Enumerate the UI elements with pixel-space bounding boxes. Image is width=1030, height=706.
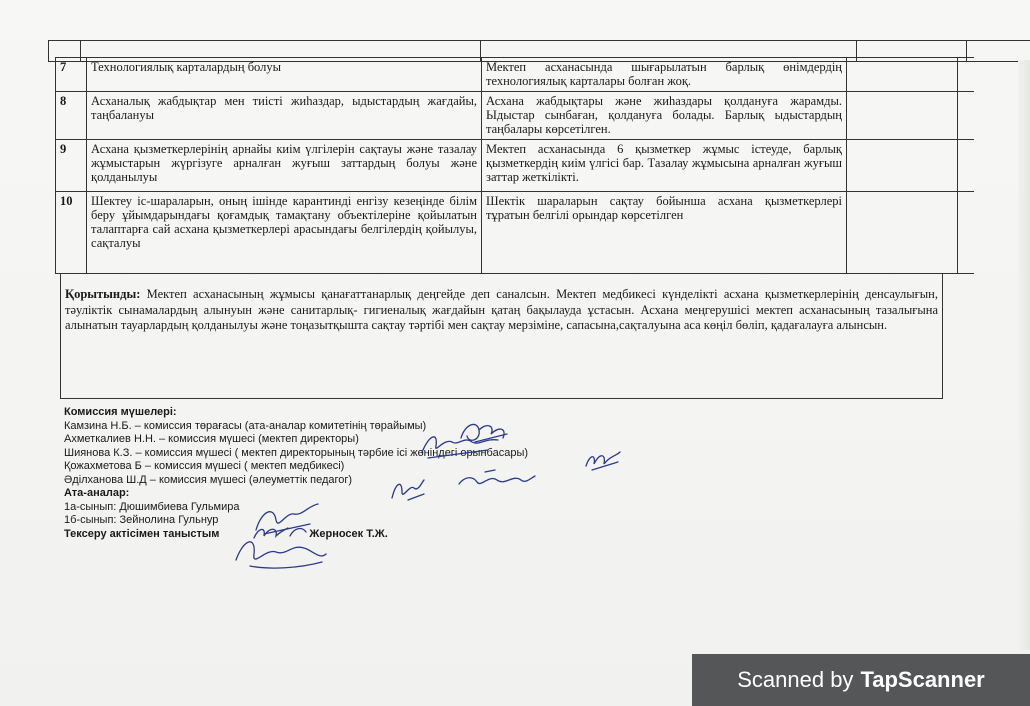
commission-member: Ахметкалиев Н.Н. – комиссия мүшесі (мектеп директоры)	[64, 433, 359, 445]
table-row	[56, 140, 975, 192]
result-cell: Шектік шараларын сақтау бойынша асхана қызметкерлері тұратын белгілі орындар көрсетілген	[482, 192, 847, 274]
table-row	[56, 58, 975, 92]
conclusion-box	[60, 273, 943, 399]
result-cell: Асхана жабдықтары және жиһаздары қолдануға жарамды. Ыдыстар сынбаған, қолдануға болады. Барлық ыдыстардың таңбалары көрсетілген.	[482, 92, 847, 140]
row-number: 8	[56, 92, 87, 140]
conclusion-label: Қорытынды:	[65, 287, 141, 301]
row-number: 7	[56, 58, 87, 92]
criterion-cell: Технологиялық карталардың болуы	[87, 58, 482, 92]
row-number: 10	[56, 192, 87, 274]
conclusion-text: Мектеп асханасының жұмысы қанағаттанарлық деңгейде деп саналсын. Мектеп медбикесі күнделікті асхана қызметкерлерінің денсаулығын, тәуліктік сынамалардың алынуын және санитарлық- гигиеналық жағдайын қатаң бақылауда ұстасын. Асхана меңгерушісі мектеп асханасының тазалығына алынатын тауарлардың қолданылуы және тоңазытқышта сақтау тәртібі мен сақтау мерзіміне, сапасына,сақталуына аса көңіл бөліп, қадағалауға алынсын.	[65, 287, 938, 332]
empty-cell	[847, 92, 958, 140]
commission-member: Камзина Н.Б. – комиссия төрағасы (ата-аналар комитетінің төрайымы)	[64, 419, 427, 432]
acquainted-line	[64, 528, 684, 542]
empty-cell	[847, 192, 958, 274]
empty-cell	[958, 92, 975, 140]
acquainted-name: Жерносек Т.Ж.	[309, 527, 388, 540]
empty-cell	[958, 192, 975, 274]
parents-heading: Ата-аналар:	[64, 487, 130, 499]
row-number: 9	[56, 140, 87, 192]
inspection-table	[55, 57, 974, 274]
empty-cell	[958, 140, 975, 192]
commission-member: Шиянова К.З. – комиссия мүшесі ( мектеп директорының тәрбие ісі жөніндегі орынбасары)	[64, 446, 529, 459]
criterion-cell: Шектеу іс-шараларын, оның ішінде карантинді енгізу кезеңінде білім беру ұйымдарындағы қоғамдық тамақтану объектілеріне қойылатын талаптарға сай асхана қызметкерлері арасындағы белгілердің қойылуы, сақталуы	[87, 192, 482, 274]
watermark-prefix: Scanned by	[737, 667, 854, 692]
criterion-cell: Асхана қызметкерлерінің арнайы киім үлгілерін сақтауы және тазалау жұмыстарын жүргізуге арналған жуғыш заттардың болуы және қолданылуы	[87, 140, 482, 192]
commission-member: Қожахметова Б – комиссия мүшесі ( мектеп медбикесі)	[64, 460, 345, 472]
watermark-brand: TapScanner	[860, 667, 985, 692]
empty-cell	[958, 58, 975, 92]
page-edge	[1018, 60, 1030, 650]
parent-entry: 1а-сынып: Дюшимбиева Гульмира	[64, 500, 240, 513]
table-row	[56, 192, 975, 274]
commission-heading: Комиссия мүшелері:	[64, 406, 177, 418]
parent-entry: 1б-сынып: Зейнолина Гульнур	[64, 514, 219, 526]
criterion-cell: Асханалық жабдықтар мен тиісті жиһаздар, ыдыстардың жағдайы, таңбалануы	[87, 92, 482, 140]
table-row	[56, 92, 975, 140]
acquainted-label: Тексеру актісімен таныстым	[64, 527, 220, 540]
empty-cell	[847, 58, 958, 92]
result-cell: Мектеп асханасында шығарылатын барлық өнімдердің технологиялық карталары болған жоқ.	[482, 58, 847, 92]
empty-cell	[847, 140, 958, 192]
result-cell: Мектеп асханасында 6 қызметкер жұмыс істеуде, барлық қызметкердің киім үлгісі бар. Тазалау жұмысына арналған жуғыш заттар жеткілікті.	[482, 140, 847, 192]
commission-member: Әділханова Ш.Д – комиссия мүшесі (әлеуметтік педагог)	[64, 473, 353, 486]
scanner-watermark	[692, 654, 1030, 706]
commission-signatures	[64, 406, 684, 541]
